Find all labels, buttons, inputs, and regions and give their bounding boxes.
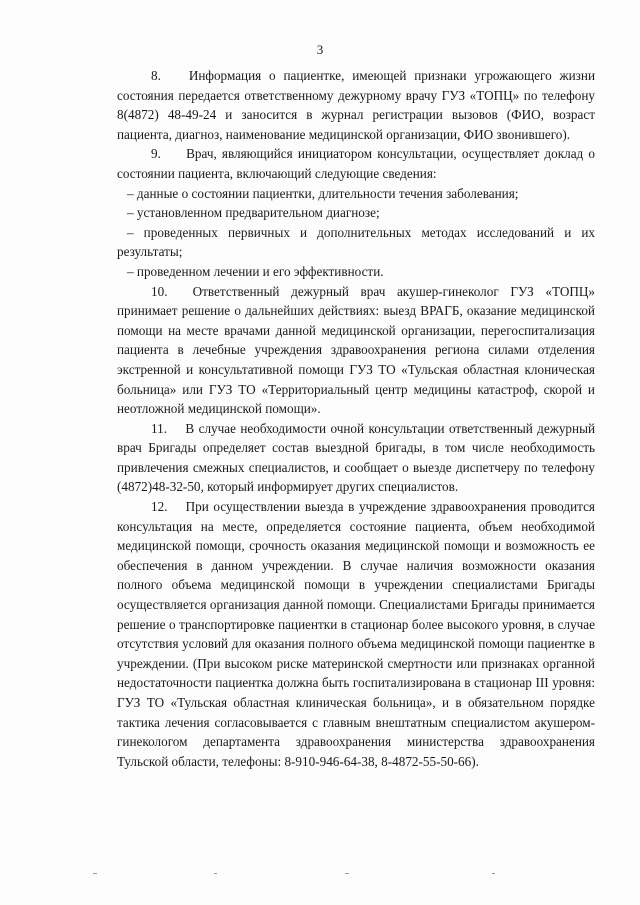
item-number: 8. (151, 68, 161, 83)
scan-mark (345, 873, 349, 874)
list-item: – установленном предварительном диагнозе; (127, 205, 380, 221)
list-item: – проведенных первичных и дополнительных методах исследований и их результаты; (117, 224, 595, 260)
item-text: В случае необходимости очной консультации ответственный дежурный врач Бригады определяет состав выездной бригады, в том числе необходимость привлечения смежных специалистов, и сообщает о выезде диспетчеру по телефону (4872)48-32-50, который информирует других специалистов. (117, 420, 596, 495)
item-text: Информация о пациентке, имеющей признаки угрожающего жизни состояния передается ответственному дежурному врачу ГУЗ «ТОПЦ» по телефону 8(4872) 48-49-24 и заносится в журнал регистрации вызовов (ФИО, возраст пациента, диагноз, наименование медицинской организации, ФИО звонившего). (117, 68, 595, 142)
paragraph-item-8 (117, 66, 595, 144)
document-body (117, 66, 595, 771)
paragraph-item-9 (117, 144, 595, 183)
list-item: – проведенном лечении и его эффективности. (127, 263, 384, 279)
item-number: 12. (151, 499, 168, 515)
list-item: – данные о состоянии пациентки, длительности течения заболевания; (127, 185, 519, 201)
item-number: 11. (151, 420, 167, 436)
paragraph-item-11 (117, 419, 595, 497)
item-number: 9. (151, 146, 161, 162)
item-text: Ответственный дежурный врач акушер-гинеколог ГУЗ «ТОПЦ» принимает решение о дальнейших действиях: выезд ВРАГБ, оказание медицинской помощи на месте врачами данной медицинской организации, перегоспитализация пациента в лечебные учреждения здравоохранения региона силами отделения экстренной и консультативной помощи ГУЗ ТО «Тульская областная клоническая больница» или ГУЗ ТО «Территориальный центр медицины катастроф, скорой и неотложной медицинской помощи». (117, 283, 596, 417)
paragraph-item-12 (117, 497, 595, 771)
item-number: 10. (151, 283, 168, 299)
scan-artifacts (0, 873, 640, 883)
item-text: При осуществлении выезда в учреждение здравоохранения проводится консультация на месте, определяется состояние пациента, объем необходимой медицинской помощи, срочность оказания медицинской помощи и возможность ее обеспечения в данном учреждении. В случае наличия возможности оказания полного объема медицинской помощи в учреждении специалистами Бригады осуществляется организация данной помощи. Специалистами Бригады принимается решение о транспортировке пациентки в стационар более высокого уровня, в случае отсутствия условий для оказания полного объема медицинской помощи пациентке в учреждении. (При высоком риске материнской смертности или признаках органной недостаточности пациентка должна быть госпитализирована в стационар III уровня: ГУЗ ТО «Тульская областная клиническая больница», и в обязательном порядке тактика лечения согласовывается с главным внештатным специалистом акушером-гинекологом департамента здравоохранения министерства здравоохранения Тульской области, телефоны: 8-910-946-64-38, 8-4872-55-50-66). (117, 499, 595, 769)
scan-mark (214, 873, 217, 874)
paragraph-item-10 (117, 282, 595, 419)
scan-mark (93, 873, 97, 874)
page-number: 3 (316, 42, 324, 57)
scan-mark (492, 873, 495, 874)
item-text: Врач, являющийся инициатором консультации, осуществляет доклад о состоянии пациента, включающий следующие сведения: (117, 146, 596, 181)
